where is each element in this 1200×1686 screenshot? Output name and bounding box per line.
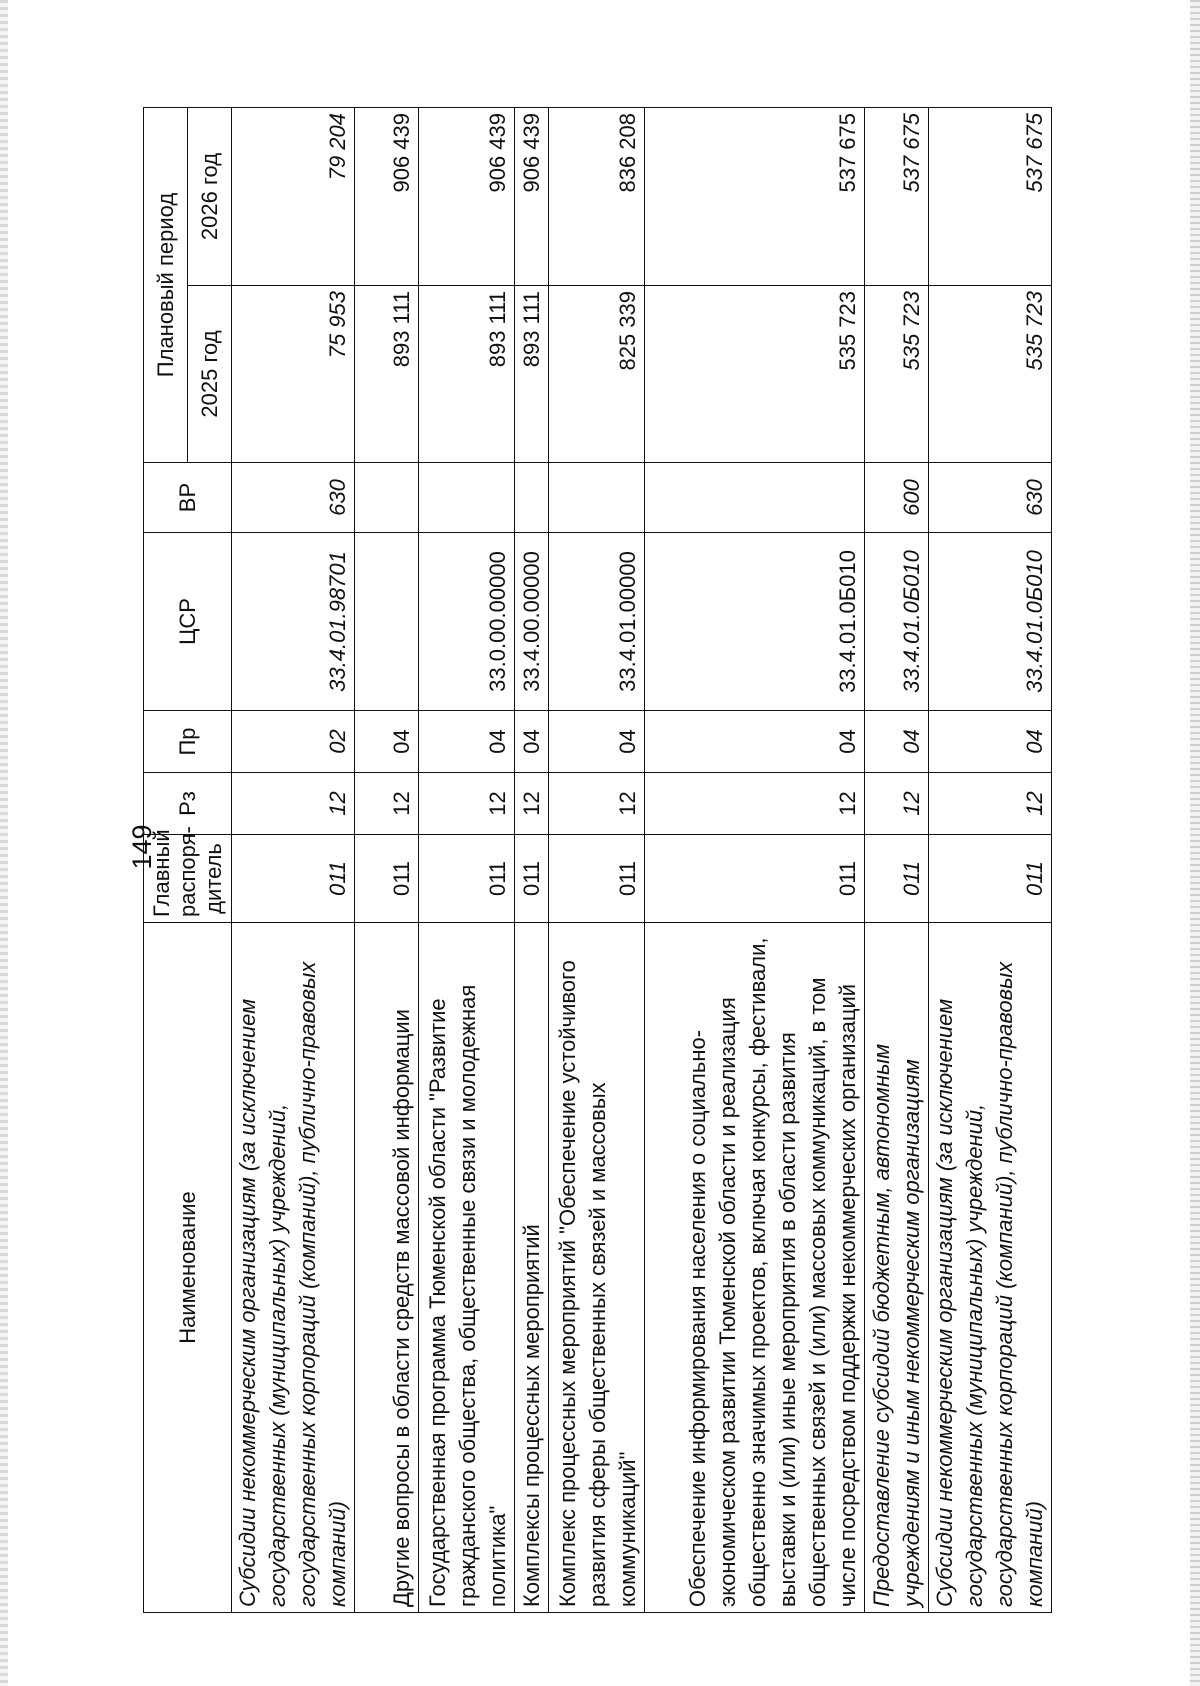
row-rz: 12 [549,773,645,835]
header-name: Наименование [144,923,232,1613]
row-name: Субсидии некоммерческим организациям (за исключением государственных (муниципальных) учреждений, государственных корпораций (компаний), публично-правовых компаний) [929,923,1052,1613]
row-csr: 33.4.01.0Б010 [865,533,929,711]
table-row [355,108,419,1613]
header-rz: Рз [144,773,232,835]
row-csr: 33.4.01.98701 [232,533,355,711]
row-pr: 04 [549,711,645,773]
row-2026: 537 675 [645,108,865,286]
row-2025: 893 111 [419,286,515,463]
header-vr: ВР [144,463,232,533]
row-pr: 04 [515,711,549,773]
row-pr: 04 [645,711,865,773]
row-name: Другие вопросы в области средств массовой информации [355,923,419,1613]
row-2025: 75 953 [232,286,355,463]
row-2025: 535 723 [865,286,929,463]
table-row [515,108,549,1613]
row-2026: 537 675 [865,108,929,286]
page-number: 149 [127,824,157,870]
row-rz: 12 [355,773,419,835]
row-csr: 33.4.00.00000 [515,533,549,711]
scan-edge-right [1190,0,1200,1686]
row-2026: 79 204 [232,108,355,286]
row-vr [645,463,865,533]
row-rz: 12 [232,773,355,835]
header-csr: ЦСР [144,533,232,711]
table-row [929,108,1052,1613]
header-planned-period: Плановый период [144,108,188,463]
header-2025: 2025 год [188,286,232,463]
row-name: Предоставление субсидий бюджетным, автономным учреждениям и иным некоммерческим организациям [865,923,929,1613]
row-2026: 906 439 [419,108,515,286]
row-csr: 33.4.01.0Б010 [645,533,865,711]
row-2026: 906 439 [515,108,549,286]
header-2026: 2026 год [188,108,232,286]
row-pr: 04 [929,711,1052,773]
row-csr: 33.0.00.00000 [419,533,515,711]
row-2025: 893 111 [515,286,549,463]
row-rz: 12 [865,773,929,835]
scan-edge-left [0,0,8,1686]
row-vr [355,463,419,533]
row-name: Субсидии некоммерческим организациям (за исключением государственных (муниципальных) учреждений, государственных корпораций (компаний), публично-правовых компаний) [232,923,355,1613]
rotated-table-container [143,108,1047,1613]
row-name: Государственная программа Тюменской области "Развитие гражданского общества, общественные связи и молодежная политика" [419,923,515,1613]
header-chief: Главный распоря-дитель [144,835,232,923]
row-chief: 011 [865,835,929,923]
row-chief: 011 [419,835,515,923]
row-csr [355,533,419,711]
row-pr: 04 [355,711,419,773]
row-2026: 537 675 [929,108,1052,286]
row-name: Комплекс процессных мероприятий "Обеспечение устойчивого развития сферы общественных связей и массовых коммуникаций" [549,923,645,1613]
table-row [645,108,865,1613]
row-vr [549,463,645,533]
row-vr: 630 [232,463,355,533]
row-vr [515,463,549,533]
table-row [419,108,515,1613]
row-2025: 893 111 [355,286,419,463]
row-vr: 630 [929,463,1052,533]
row-name: Обеспечение информирования населения о социально-экономическом развитии Тюменской области и реализация общественно значимых проектов, включая конкурсы, фестивали, выставки и (или) иные мероприятия в области развития общественных связей и (или) массовых коммуникаций, в том числе посредством поддержки некоммерческих организаций [645,923,865,1613]
row-chief: 011 [929,835,1052,923]
row-2026: 906 439 [355,108,419,286]
row-vr: 600 [865,463,929,533]
table-row [232,108,355,1613]
row-chief: 011 [355,835,419,923]
row-csr: 33.4.01.00000 [549,533,645,711]
row-rz: 12 [515,773,549,835]
row-csr: 33.4.01.0Б010 [929,533,1052,711]
row-2025: 535 723 [645,286,865,463]
row-chief: 011 [549,835,645,923]
row-chief: 011 [232,835,355,923]
row-pr: 02 [232,711,355,773]
row-vr [419,463,515,533]
row-2025: 825 339 [549,286,645,463]
row-rz: 12 [929,773,1052,835]
row-2025: 535 723 [929,286,1052,463]
row-rz: 12 [419,773,515,835]
row-2026: 836 208 [549,108,645,286]
row-rz: 12 [645,773,865,835]
row-pr: 04 [865,711,929,773]
budget-table [143,107,1052,1613]
row-name: Комплексы процессных мероприятий [515,923,549,1613]
table-row [865,108,929,1613]
row-chief: 011 [515,835,549,923]
header-pr: Пр [144,711,232,773]
row-chief: 011 [645,835,865,923]
row-pr: 04 [419,711,515,773]
table-row [549,108,645,1613]
